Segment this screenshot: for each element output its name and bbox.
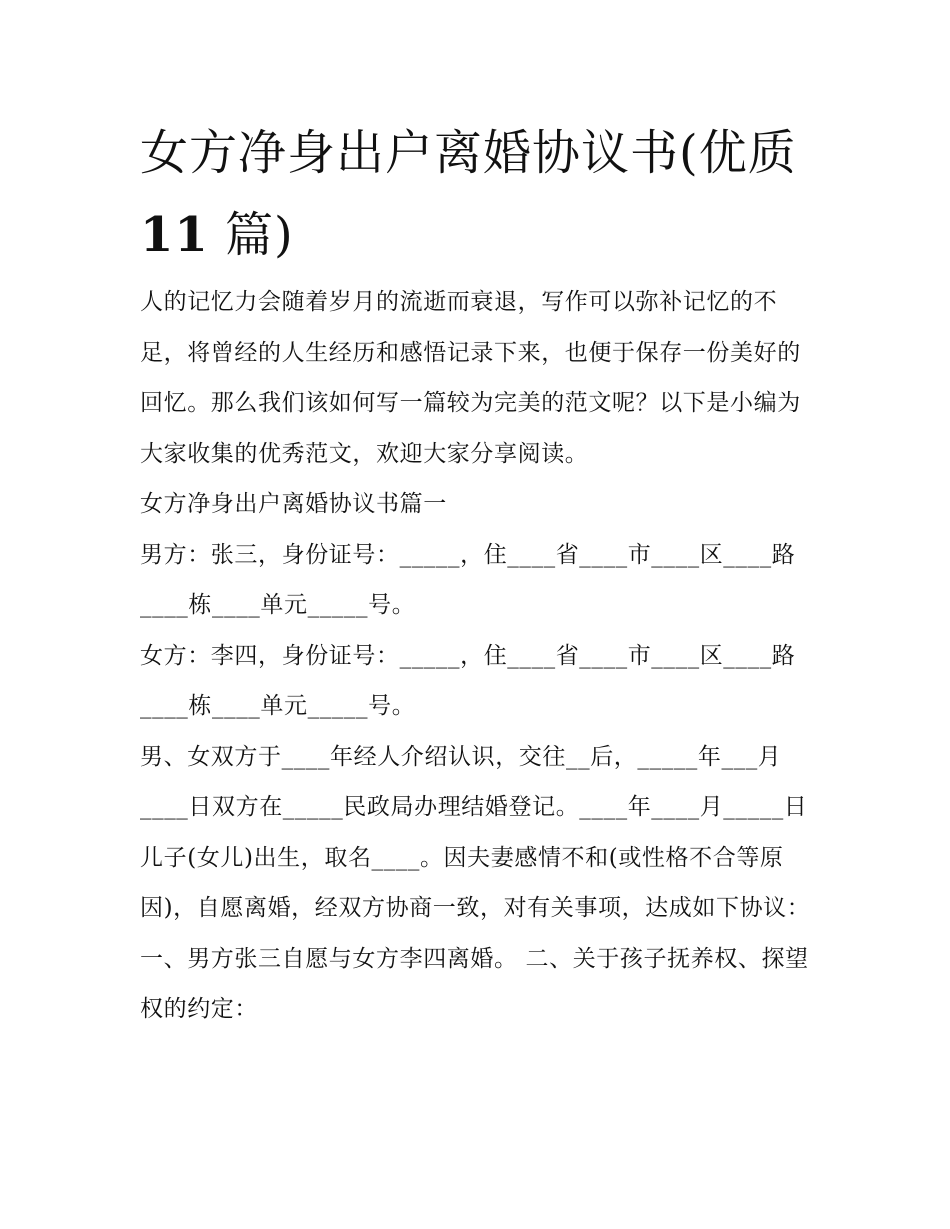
clause-paragraph: 一、男方张三自愿与女方李四离婚。 二、关于孩子抚养权、探望权的约定： [140, 945, 809, 1022]
intro-paragraph: 人的记忆力会随着岁月的流逝而衰退，写作可以弥补记忆的不足，将曾经的人生经历和感悟记录下来，也便于保存一份美好的回忆。那么我们该如何写一篇较为完美的范文呢？以下是小编为大家收集的优秀范文，欢迎大家分享阅读。 [140, 289, 801, 467]
section-heading: 女方净身出户离婚协议书篇一 [140, 491, 447, 517]
background-paragraph: 男、女双方于____年经人介绍认识，交往__后，_____年___月____日双方在_____民政局办理结婚登记。____年____月_____日儿子(女儿)出生，取名____。因夫妻感情不和(或性格不合等原因)，自愿离婚，经双方协商一致，对有关事项，达成如下协议： [140, 743, 811, 921]
title-line-1: 女方净身出户离婚协议书(优质 [140, 125, 797, 181]
female-party-paragraph: 女方：李四，身份证号：_____，住____省____市____区____路____栋____单元_____号。 [140, 642, 796, 719]
title-line-2: 篇) [208, 207, 294, 263]
title-number: 11 [140, 207, 209, 263]
document-body [140, 277, 812, 1035]
male-party-paragraph: 男方：张三，身份证号：_____，住____省____市____区____路____栋____单元_____号。 [140, 541, 796, 618]
document-title [140, 112, 820, 276]
